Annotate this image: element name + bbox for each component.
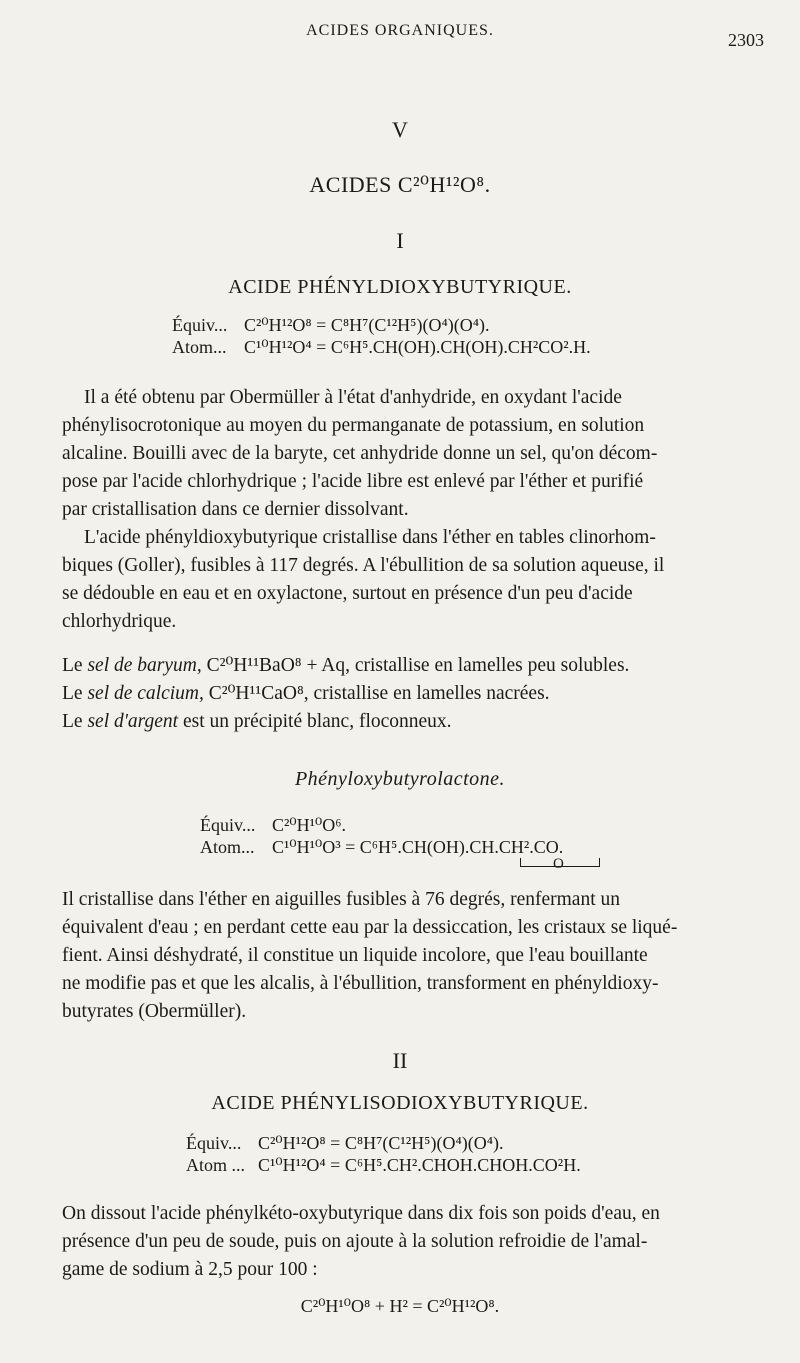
lactone-title: Phényloxybutyrolactone. <box>294 768 506 790</box>
section-numeral-v: V <box>392 117 408 142</box>
text-line: L'acide phényldioxybutyrique cristallise dans l'éther en tables clinorhom- <box>84 527 656 548</box>
paragraph-sels <box>62 652 767 736</box>
formula-block-phenyldioxybutyrique <box>172 314 591 358</box>
text-line: par cristallisation dans ce dernier dissolvant. <box>62 499 409 520</box>
formula-block-phenylisodioxybutyrique <box>186 1132 581 1176</box>
atom-label: Atom ... <box>186 1155 246 1175</box>
section-title-acides: ACIDES C²⁰H¹²O⁸. <box>309 172 491 197</box>
lactone-ring-oxygen: O <box>553 856 564 872</box>
text-line: chlorhydrique. <box>62 611 177 632</box>
section-title-phenylisodioxybutyrique: ACIDE PHÉNYLISODIOXYBUTYRIQUE. <box>211 1092 589 1114</box>
equiv-formula: C²⁰H¹²O⁸ = C⁸H⁷(C¹²H⁵)(O⁴)(O⁴). <box>258 1133 504 1153</box>
equiv-formula: C²⁰H¹²O⁸ = C⁸H⁷(C¹²H⁵)(O⁴)(O⁴). <box>244 315 490 335</box>
text-line: biques (Goller), fusibles à 117 degrés. A l'ébullition de sa solution aqueuse, il <box>62 555 665 576</box>
text-line: butyrates (Obermüller). <box>62 1001 247 1022</box>
running-head: ACIDES ORGANIQUES. <box>306 22 494 39</box>
atom-formula: C¹⁰H¹²O⁴ = C⁶H⁵.CH(OH).CH(OH).CH²CO².H. <box>244 337 591 357</box>
paragraph-lactone <box>62 886 767 1026</box>
section-title-phenyldioxybutyrique: ACIDE PHÉNYLDIOXYBUTYRIQUE. <box>228 276 572 298</box>
reaction-equation: C²⁰H¹⁰O⁸ + H² = C²⁰H¹²O⁸. <box>300 1296 500 1316</box>
text-line: On dissout l'acide phénylkéto-oxybutyrique dans dix fois son poids d'eau, en <box>62 1203 660 1224</box>
atom-label: Atom... <box>172 337 227 357</box>
salt-name: sel de calcium, <box>87 683 204 704</box>
text-line: équivalent d'eau ; en perdant cette eau par la dessiccation, les cristaux se liqué- <box>62 917 678 938</box>
salt-name: sel d'argent <box>87 711 179 732</box>
section-numeral-ii: II <box>392 1048 408 1073</box>
page-number: 2303 <box>728 30 764 50</box>
text-line: ne modifie pas et que les alcalis, à l'ébullition, transforment en phényldioxy- <box>62 973 659 994</box>
equiv-label: Équiv... <box>200 815 256 835</box>
salt-name: sel de baryum, <box>87 655 202 676</box>
text-line: fient. Ainsi déshydraté, il constitue un liquide incolore, que l'eau bouillante <box>62 945 648 966</box>
text-line: phénylisocrotonique au moyen du permanganate de potassium, en solution <box>62 415 645 436</box>
text-line: Il a été obtenu par Obermüller à l'état d'anhydride, en oxydant l'acide <box>84 387 622 408</box>
text-line: pose par l'acide chlorhydrique ; l'acide libre est enlevé par l'éther et purifié <box>62 471 644 492</box>
atom-formula: C¹⁰H¹⁰O³ = C⁶H⁵.CH(OH).CH.CH².CO. <box>272 837 564 857</box>
section-numeral-i: I <box>396 228 404 253</box>
salt-baryum-line: Le sel de baryum, C²⁰H¹¹BaO⁸ + Aq, cristallise en lamelles peu solubles. <box>62 655 630 676</box>
salt-calcium-line: Le sel de calcium, C²⁰H¹¹CaO⁸, cristallise en lamelles nacrées. <box>62 683 550 704</box>
paragraph-preparation <box>62 1200 767 1284</box>
formula-block-lactone <box>200 814 563 858</box>
text-line: se dédouble en eau et en oxylactone, surtout en présence d'un peu d'acide <box>62 583 633 604</box>
text-line: présence d'un peu de soude, puis on ajoute à la solution refroidie de l'amal- <box>62 1231 648 1252</box>
paragraph-obtention <box>62 384 767 524</box>
equiv-label: Équiv... <box>186 1133 242 1153</box>
equiv-formula: C²⁰H¹⁰O⁶. <box>272 815 347 835</box>
atom-formula: C¹⁰H¹²O⁴ = C⁶H⁵.CH².CHOH.CHOH.CO²H. <box>258 1155 581 1175</box>
atom-label: Atom... <box>200 837 255 857</box>
salt-argent-line: Le sel d'argent est un précipité blanc, floconneux. <box>62 711 452 732</box>
equiv-label: Équiv... <box>172 315 228 335</box>
text-line: game de sodium à 2,5 pour 100 : <box>62 1259 318 1280</box>
text-line: Il cristallise dans l'éther en aiguilles fusibles à 76 degrés, renfermant un <box>62 889 620 910</box>
text-line: alcaline. Bouilli avec de la baryte, cet anhydride donne un sel, qu'on décom- <box>62 443 658 464</box>
paragraph-proprietes <box>62 524 767 636</box>
